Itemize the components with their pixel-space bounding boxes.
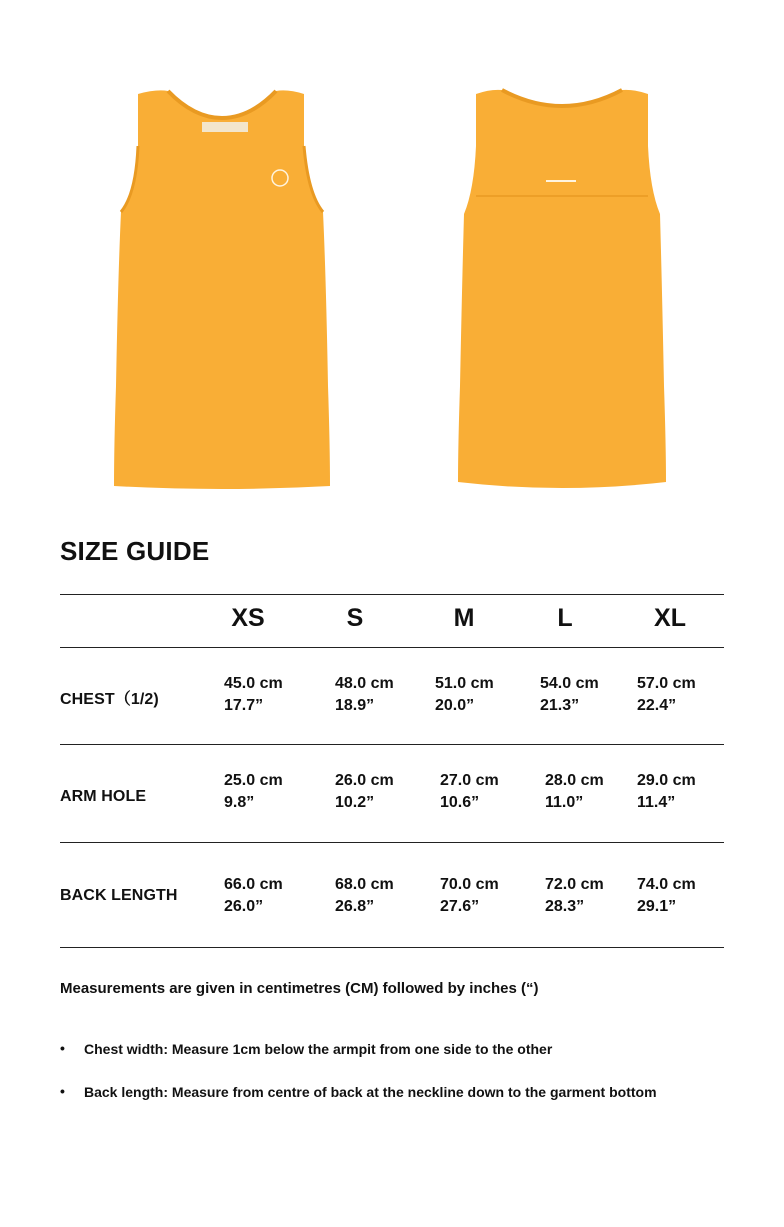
size-header-l: L — [557, 604, 573, 632]
table-row-rule — [60, 842, 724, 843]
table-cell: 57.0 cm 22.4” — [637, 675, 696, 714]
table-cell: 70.0 cm 27.6” — [440, 876, 499, 915]
table-cell: 45.0 cm 17.7” — [224, 675, 283, 714]
table-cell: 51.0 cm 20.0” — [435, 675, 494, 714]
table-cell: 74.0 cm 29.1” — [637, 876, 696, 915]
table-row-rule — [60, 744, 724, 745]
bullet-text: Chest width: Measure 1cm below the armpit from one side to the other — [84, 1041, 553, 1057]
tank-top-front-image — [108, 86, 336, 494]
row-label-chest: CHEST（1/2) — [60, 691, 159, 708]
tank-top-front-body — [114, 90, 330, 489]
size-guide-title: SIZE GUIDE — [60, 536, 210, 566]
tank-top-back-body — [458, 90, 666, 488]
table-cell: 29.0 cm 11.4” — [637, 772, 696, 811]
table-cell: 28.0 cm 11.0” — [545, 772, 604, 811]
table-cell: 68.0 cm 26.8” — [335, 876, 394, 915]
table-cell: 72.0 cm 28.3” — [545, 876, 604, 915]
table-cell: 54.0 cm 21.3” — [540, 675, 599, 714]
table-header-rule — [60, 647, 724, 648]
table-cell: 48.0 cm 18.9” — [335, 675, 394, 714]
table-cell: 25.0 cm 9.8” — [224, 772, 283, 811]
units-note: Measurements are given in centimetres (CM) followed by inches (“) — [60, 980, 539, 997]
tank-top-back-image — [452, 86, 672, 494]
size-header-s: S — [346, 604, 364, 632]
row-label-arm-hole: ARM HOLE — [60, 788, 147, 805]
bullet-text: Back length: Measure from centre of back at the neckline down to the garment bottom — [84, 1084, 657, 1100]
table-cell: 26.0 cm 10.2” — [335, 772, 394, 811]
size-header-xl: XL — [654, 604, 686, 632]
size-header-m: M — [453, 604, 475, 632]
table-cell: 66.0 cm 26.0” — [224, 876, 283, 915]
neck-label — [202, 122, 248, 132]
bullet-icon: • — [60, 1083, 65, 1099]
row-label-back-length: BACK LENGTH — [60, 887, 178, 904]
table-cell: 27.0 cm 10.6” — [440, 772, 499, 811]
table-top-rule — [60, 594, 724, 595]
size-header-xs: XS — [231, 604, 265, 632]
bullet-icon: • — [60, 1040, 65, 1056]
table-bottom-rule — [60, 947, 724, 948]
